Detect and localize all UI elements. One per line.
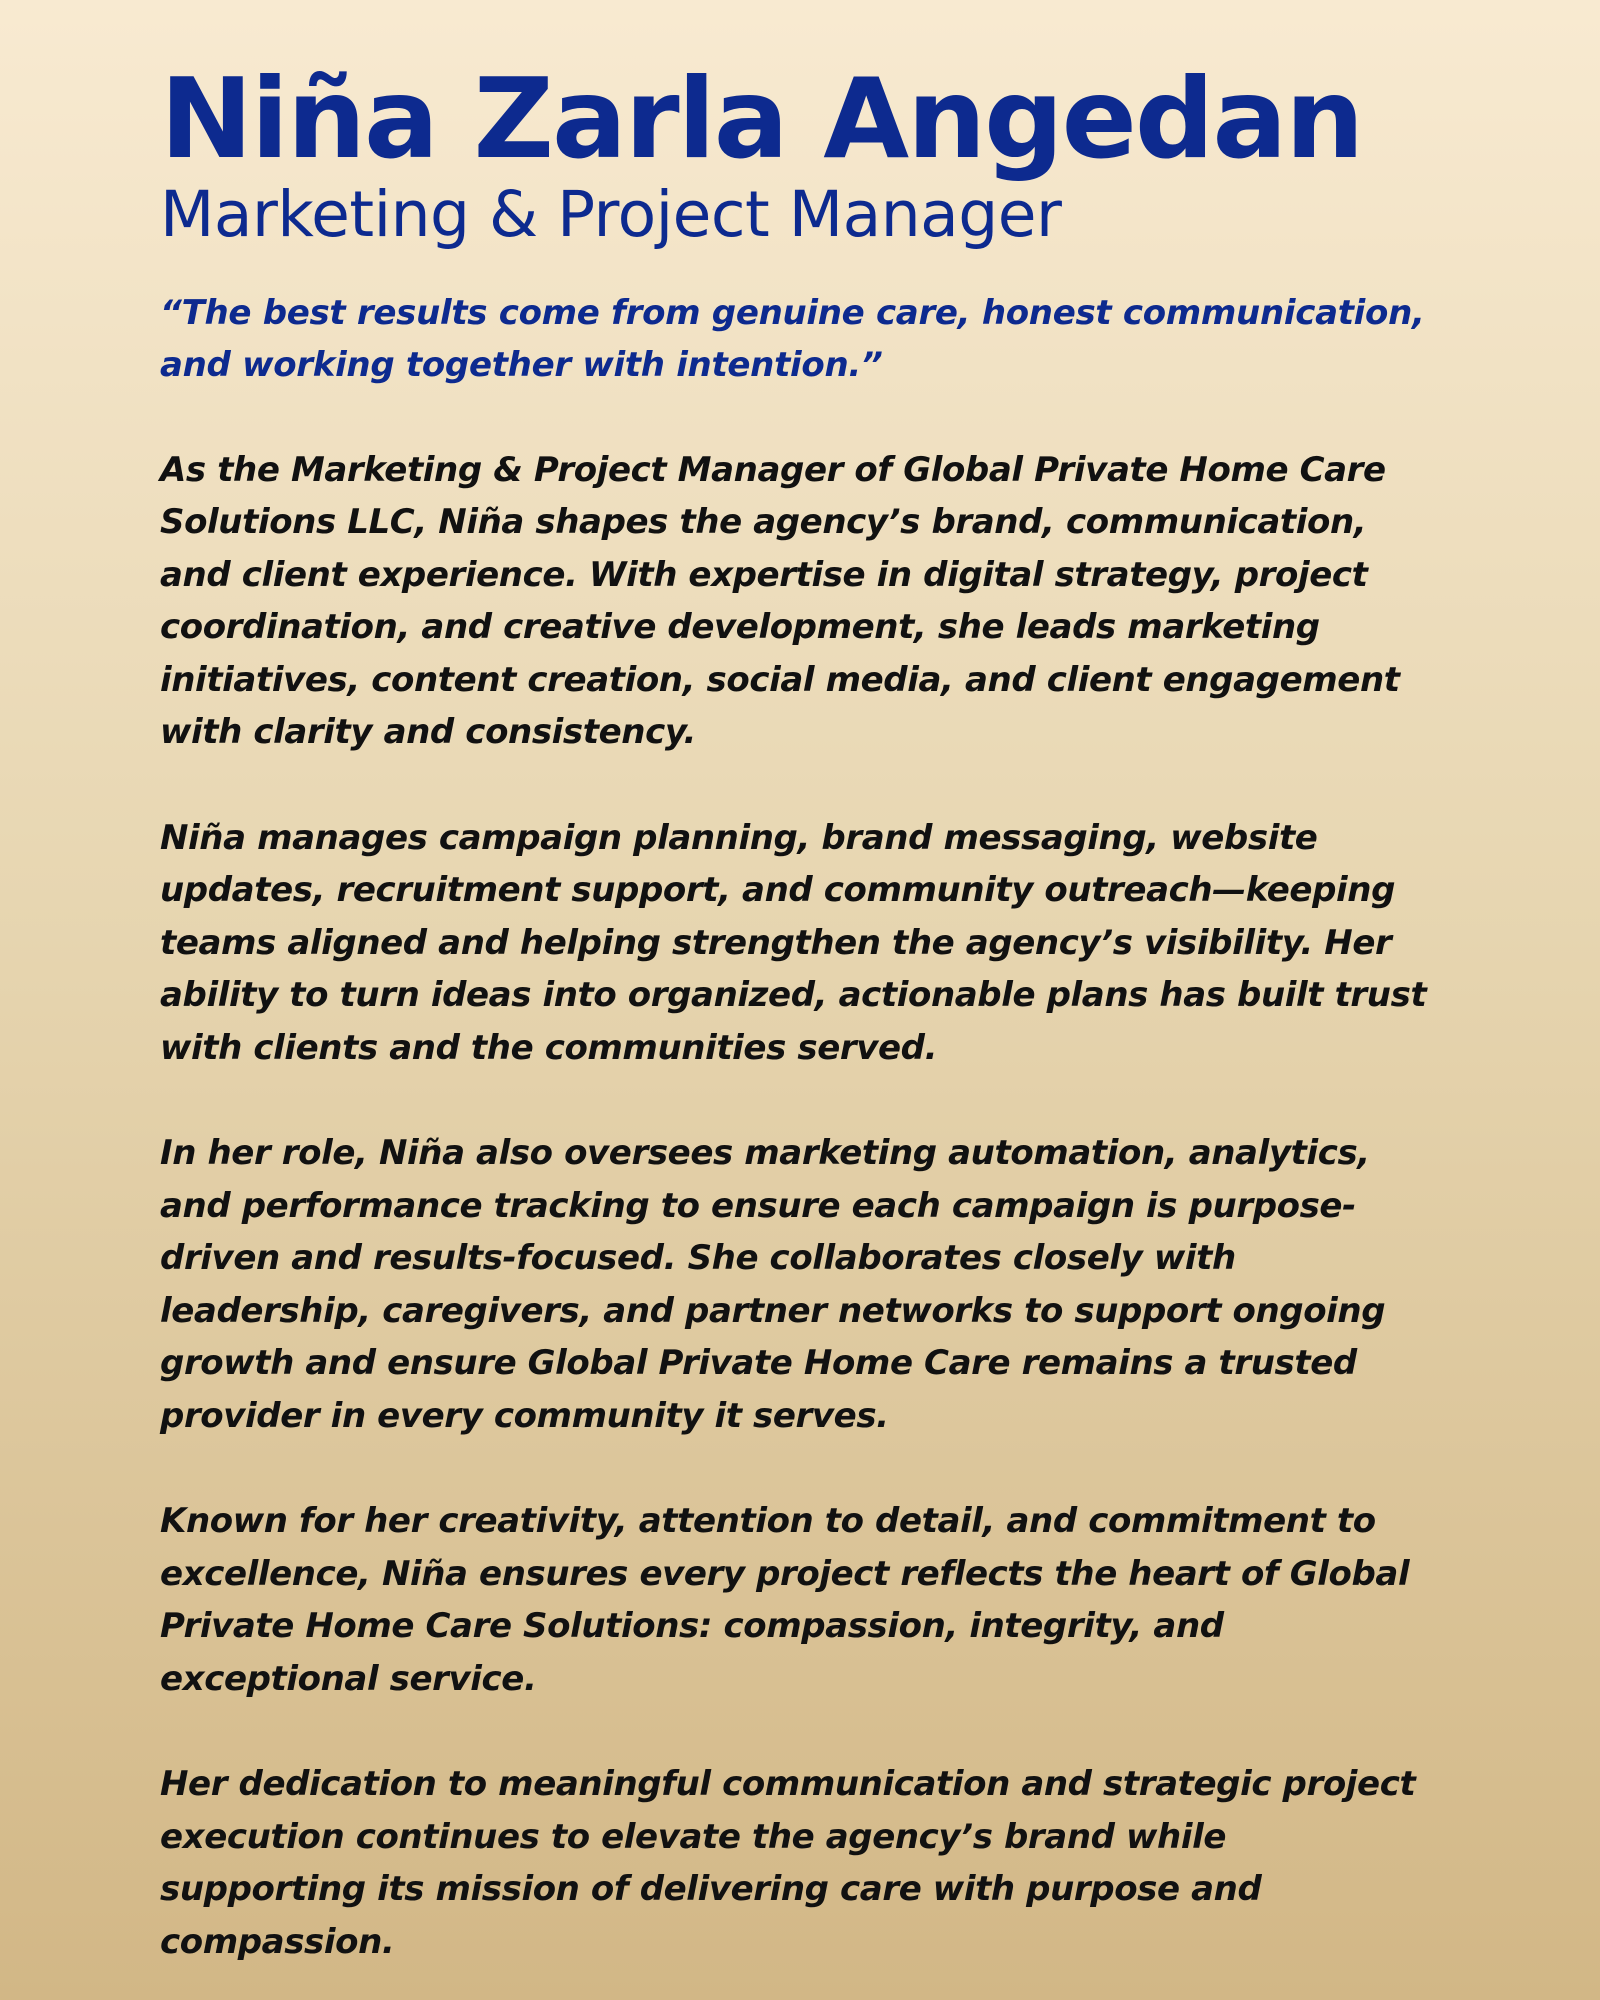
bio-paragraph-3: In her role, Niña also oversees marketing automation, analytics, and performance tracking to ensure each campaign is purpose-driven and results-focused. She collaborates closely with leadership, caregivers, and partner networks to support ongoing growth and ensure Global Private Home Care remains a trusted provider in every community it serves. [160, 1133, 1386, 1436]
bio-paragraph-1: As the Marketing & Project Manager of Global Private Home Care Solutions LLC, Niña shapes the agency’s brand, communication, and client experience. With expertise in digital strategy, project coordination, and creative development, she leads marketing initiatives, content creation, social media, and client engagement with clarity and consistency. [160, 449, 1400, 753]
bio-paragraph-2: Niña manages campaign planning, brand messaging, website updates, recruitment support, and community outreach—keeping teams aligned and helping strengthen the agency’s visibility. Her ability to turn ideas into organized, actionable plans has built trust with clients and the communities served. [160, 817, 1427, 1068]
bio-paragraph-4: Known for her creativity, attention to detail, and commitment to excellence, Niña ensures every project reflects the heart of Global Private Home Care Solutions: compassion, integrity, and exceptional service. [160, 1501, 1410, 1699]
bio-section [160, 444, 1440, 1969]
profile-role: Marketing & Project Manager [160, 177, 1062, 251]
profile-quote: “The best results come from genuine care, honest communication, and working together with intention.” [160, 292, 1425, 385]
bio-paragraph-5: Her dedication to meaningful communication and strategic project execution continues to elevate the agency’s brand while supporting its mission of delivering care with purpose and compassion. [160, 1764, 1416, 1962]
profile-name: Niña Zarla Angedan [160, 55, 1363, 184]
